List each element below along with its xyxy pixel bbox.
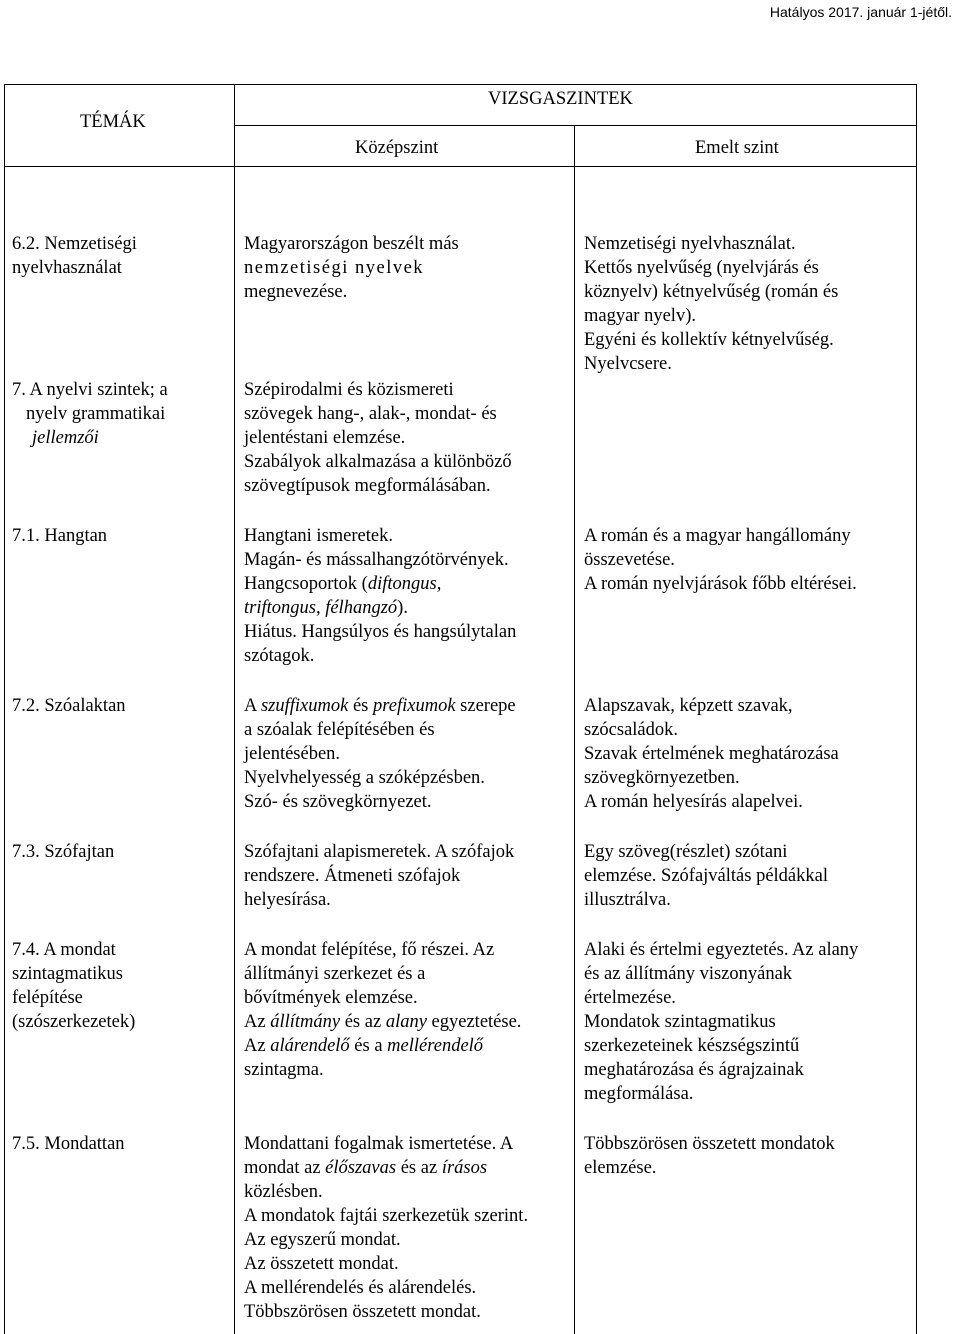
topic-line: 7. A nyelvi szintek; a [12, 380, 168, 400]
header-levels: VIZSGASZINTEK [488, 89, 633, 109]
adv-line: elemzése. Szófajváltás példákkal [584, 866, 828, 886]
topic-line: 7.2. Szóalaktan [12, 696, 126, 716]
mid-line: állítmányi szerkezet és a [244, 964, 426, 984]
mid-line: Nyelvhelyesség a szóképzésben. [244, 768, 485, 788]
mid-line: Szépirodalmi és közismereti [244, 380, 454, 400]
mid-line: szövegtípusok megformálásában. [244, 476, 491, 496]
mid-line: Szófajtani alapismeretek. A szófajok [244, 842, 515, 862]
mid-line: szótagok. [244, 646, 315, 666]
topic-line: 7.4. A mondat [12, 940, 116, 960]
topic-line: felépítése [12, 988, 83, 1008]
mid-line: jelentéstani elemzése. [244, 428, 406, 448]
adv-line: Többszörösen összetett mondatok [584, 1134, 835, 1154]
mid-line: Hangcsoportok (diftongus, [244, 574, 442, 594]
topic-line: nyelv grammatikai [26, 404, 166, 424]
topic-line: (szószerkezetek) [12, 1012, 136, 1032]
adv-line: magyar nyelv). [584, 306, 696, 326]
header-mid-level: Középszint [355, 138, 439, 158]
mid-line: a szóalak felépítésében és [244, 720, 435, 740]
mid-line: közlésben. [244, 1182, 323, 1202]
adv-line: szövegkörnyezetben. [584, 768, 740, 788]
topic-line: jellemzői [32, 428, 99, 448]
adv-line: megformálása. [584, 1084, 694, 1104]
table-col2-border [574, 125, 575, 1334]
mid-line: A szuffixumok és prefixumok szerepe [244, 696, 516, 716]
mid-line: A mondatok fajtái szerkezetük szerint. [244, 1206, 529, 1226]
mid-line: nemzetiségi nyelvek [244, 258, 425, 278]
adv-line: Egy szöveg(részlet) szótani [584, 842, 788, 862]
adv-line: A román helyesírás alapelvei. [584, 792, 803, 812]
mid-line: Hangtani ismeretek. [244, 526, 393, 546]
mid-line: Az állítmány és az alany egyeztetése. [244, 1012, 522, 1032]
header-note: Hatályos 2017. január 1-jétől. [769, 4, 952, 20]
mid-line: Többszörösen összetett mondat. [244, 1302, 481, 1322]
mid-line: megnevezése. [244, 282, 348, 302]
adv-line: A román és a magyar hangállomány [584, 526, 851, 546]
mid-line: jelentésében. [244, 744, 341, 764]
mid-line: Mondattani fogalmak ismertetése. A [244, 1134, 514, 1154]
adv-line: Szavak értelmének meghatározása [584, 744, 839, 764]
adv-line: szócsaládok. [584, 720, 679, 740]
topic-line: 6.2. Nemzetiségi [12, 234, 137, 254]
mid-line: mondat az élőszavas és az írásos [244, 1158, 488, 1178]
mid-line: A mondat felépítése, fő részei. Az [244, 940, 495, 960]
header-topics: TÉMÁK [80, 112, 146, 132]
table-left-border [4, 84, 5, 1334]
adv-line: Egyéni és kollektív kétnyelvűség. [584, 330, 834, 350]
adv-line: illusztrálva. [584, 890, 671, 910]
mid-line: Az összetett mondat. [244, 1254, 399, 1274]
table-subheader-line [234, 125, 916, 126]
mid-line: Hiátus. Hangsúlyos és hangsúlytalan [244, 622, 517, 642]
adv-line: értelmezése. [584, 988, 676, 1008]
adv-line: meghatározása és ágrajzainak [584, 1060, 804, 1080]
adv-line: és az állítmány viszonyának [584, 964, 793, 984]
mid-line: A mellérendelés és alárendelés. [244, 1278, 477, 1298]
topic-line: 7.3. Szófajtan [12, 842, 115, 862]
mid-line: Az alárendelő és a mellérendelő [244, 1036, 484, 1056]
adv-line: Nyelvcsere. [584, 354, 672, 374]
table-col1-border [234, 84, 235, 1334]
mid-line: triftongus, félhangzó). [244, 598, 408, 618]
topic-line: szintagmatikus [12, 964, 123, 984]
header-adv-level: Emelt szint [695, 138, 779, 158]
mid-line: Magán- és mássalhangzótörvények. [244, 550, 509, 570]
adv-line: köznyelv) kétnyelvűség (román és [584, 282, 839, 302]
adv-line: Nemzetiségi nyelvhasználat. [584, 234, 796, 254]
adv-line: elemzése. [584, 1158, 657, 1178]
adv-line: szerkezeteinek készségszintű [584, 1036, 800, 1056]
mid-line: bővítmények elemzése. [244, 988, 418, 1008]
adv-line: összevetése. [584, 550, 675, 570]
mid-line: Szó- és szövegkörnyezet. [244, 792, 432, 812]
mid-line: szövegek hang-, alak-, mondat- és [244, 404, 497, 424]
table-header-bottom-border [4, 166, 916, 167]
topic-line: 7.1. Hangtan [12, 526, 108, 546]
adv-line: Kettős nyelvűség (nyelvjárás és [584, 258, 819, 278]
adv-line: Alaki és értelmi egyeztetés. Az alany [584, 940, 859, 960]
mid-line: rendszere. Átmeneti szófajok [244, 866, 461, 886]
adv-line: Alapszavak, képzett szavak, [584, 696, 793, 716]
mid-line: szintagma. [244, 1060, 324, 1080]
topic-line: nyelvhasználat [12, 258, 122, 278]
mid-line: Magyarországon beszélt más [244, 234, 459, 254]
table-right-border [916, 84, 917, 1334]
mid-line: Az egyszerű mondat. [244, 1230, 401, 1250]
adv-line: A román nyelvjárások főbb eltérései. [584, 574, 857, 594]
topic-line: 7.5. Mondattan [12, 1134, 125, 1154]
adv-line: Mondatok szintagmatikus [584, 1012, 776, 1032]
mid-line: helyesírása. [244, 890, 331, 910]
mid-line: Szabályok alkalmazása a különböző [244, 452, 512, 472]
table-top-border [4, 84, 916, 85]
